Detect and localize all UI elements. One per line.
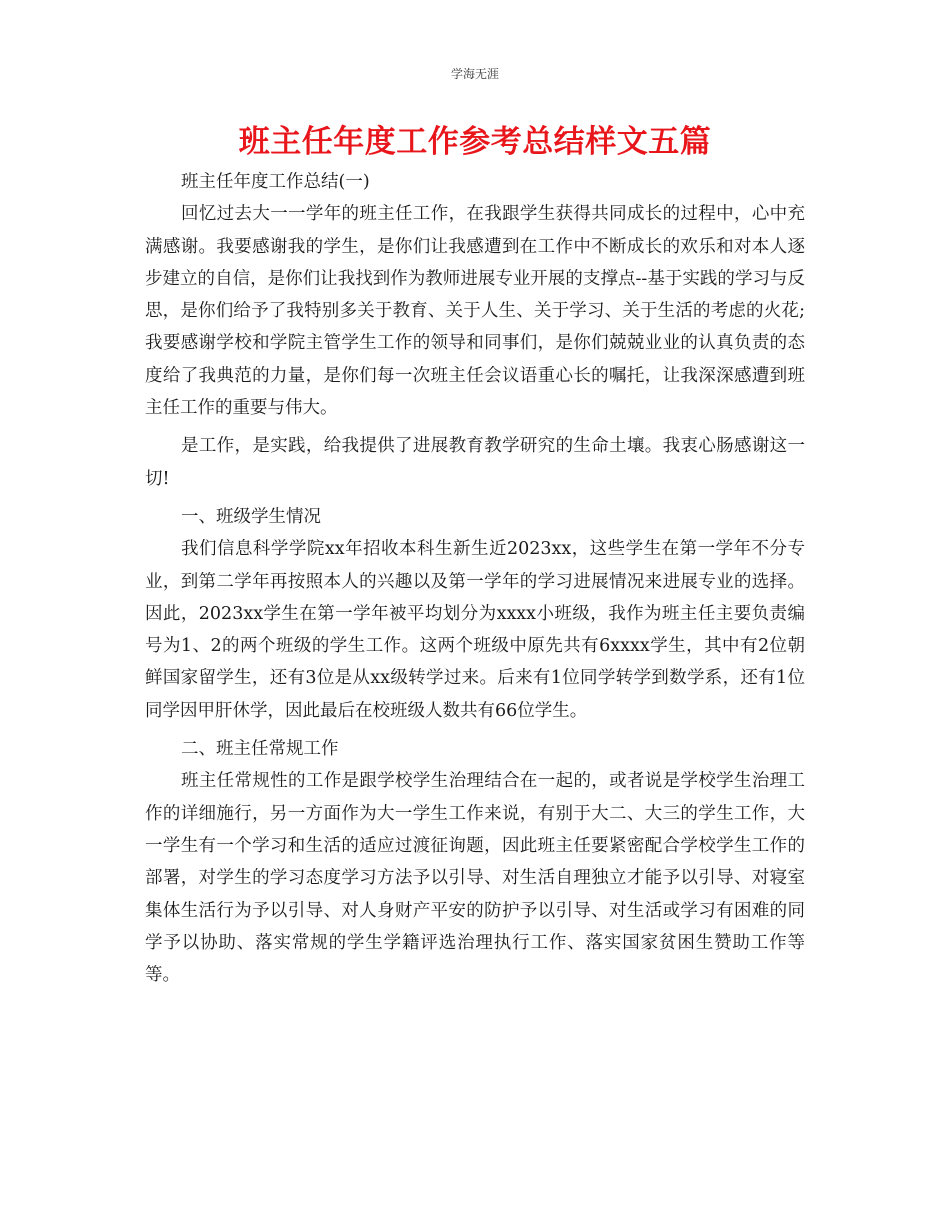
section-heading-summary-1: 班主任年度工作总结(一) [181, 172, 370, 192]
section-heading-routine-work: 二、班主任常规工作 [181, 739, 339, 760]
paragraph-class-situation: 我们信息科学学院xx年招收本科生新生近2023xx，这些学生在第一学年不分专业，到第二学年再按照本人的兴趣以及第一学年的学习进展情况来进展专业的选择。因此，2023xx学生在第一学年被平均划分为xxxx小班级，我作为班主任主要负责编号为1、2的两个班级的学生工作。这两个班级中原先共有6xxxx学生，其中有2位朝鲜国家留学生，还有3位是从xx级转学过来。后来有1位同学转学到数学系，还有1位同学因甲肝休学，因此最后在校班级人数共有66位学生。 [145, 539, 805, 721]
page-header: 学海无涯 [450, 67, 499, 81]
document-body [145, 166, 805, 991]
section-heading-class-situation: 一、班级学生情况 [181, 506, 321, 527]
paragraph-routine-work: 班主任常规性的工作是跟学校学生治理结合在一起的，或者说是学校学生治理工作的详细施行，另一方面作为大一学生工作来说，有别于大二、大三的学生工作，大一学生有一个学习和生活的适应过渡征询题，因此班主任要紧密配合学校学生工作的部署，对学生的学习态度学习方法予以引导、对生活自理独立才能予以引导、对寝室集体生活行为予以引导、对人身财产平安的防护予以引导、对生活或学习有困难的同学予以协助、落实常规的学生学籍评选治理执行工作、落实国家贫困生赞助工作等等。 [145, 771, 805, 986]
paragraph-practice: 是工作，是实践，给我提供了进展教育教学研究的生命土壤。我衷心肠感谢这一切! [145, 436, 805, 489]
paragraph-gratitude: 回忆过去大一一学年的班主任工作，在我跟学生获得共同成长的过程中，心中充满感谢。我要感谢我的学生，是你们让我感遭到在工作中不断成长的欢乐和对本人逐步建立的自信，是你们让我找到作为教师进展专业开展的支撑点--基于实践的学习与反思，是你们给予了我特别多关于教育、关于人生、关于学习、关于生活的考虑的火花;我要感谢学校和学院主管学生工作的领导和同事们，是你们兢兢业业的认真负责的态度给了我典范的力量，是你们每一次班主任会议语重心长的嘱托，让我深深感遭到班主任工作的重要与伟大。 [145, 204, 805, 419]
document-title: 班主任年度工作参考总结样文五篇 [238, 124, 712, 160]
